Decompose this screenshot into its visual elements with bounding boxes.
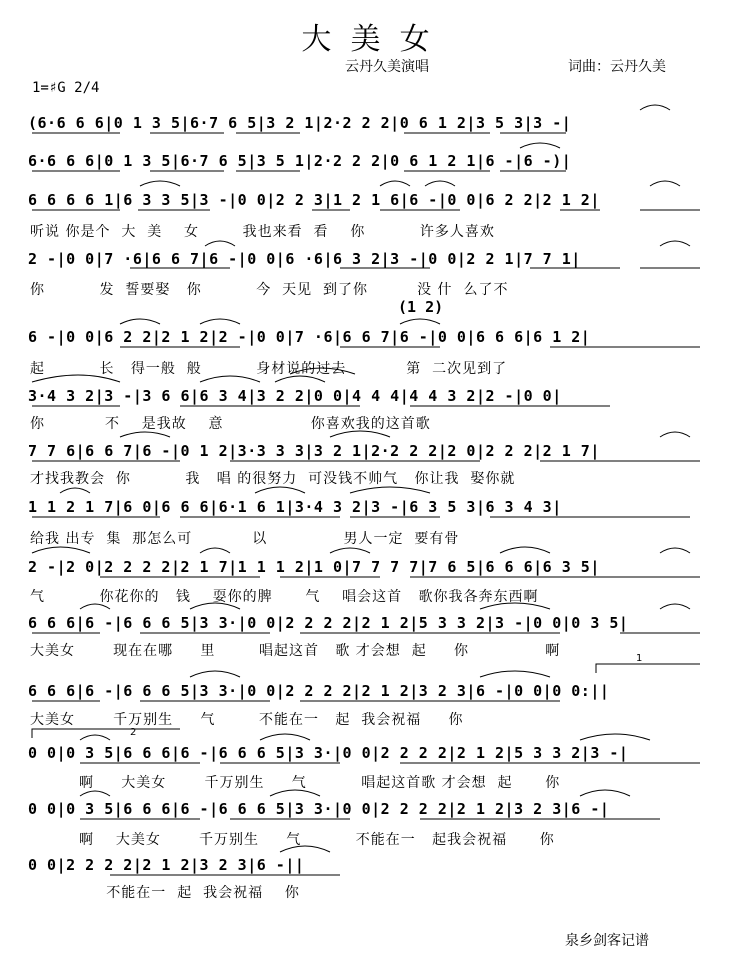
- notation-row: 6 6 6|6 -|6 6 6 5|3 3·|0 0|2 2 2 2|2 1 2|3 2 3|6 -|0 0|0 0:||: [28, 682, 610, 700]
- volta-number: 1: [636, 653, 643, 664]
- lyric-row: 不能在一 起 我会祝福 你: [30, 885, 300, 901]
- volta-bracket: [596, 664, 700, 673]
- notation-row: 6 -|0 0|6 2 2|2 1 2|2 -|0 0|7 ·6|6 6 7|6 -|0 0|6 6 6|6 1 2|: [28, 328, 591, 346]
- slur-mark: [120, 319, 440, 324]
- slur-mark: [120, 431, 690, 437]
- notation-row: 1 1 2 1 7|6 0|6 6 6|6·1 6 1|3·4 3 2|3 -|6 3 5 3|6 3 4 3|: [28, 498, 562, 516]
- slur-mark: [80, 790, 630, 796]
- song-title: 大 美 女: [301, 22, 430, 57]
- lyric-row: 听说 你是个 大 美 女 我也来看 看 你 许多人喜欢: [30, 224, 495, 240]
- lyric-row: 给我 出专 集 那怎么可 以 男人一定 要有骨: [30, 531, 460, 547]
- lyric-row: 啊 大美女 千万别生 气 唱起这首歌 才会想 起 你: [30, 775, 561, 791]
- lyric-row: 起 长 得一般 般 身材说的过去 第 二次见到了: [30, 361, 508, 377]
- slur-mark: [280, 846, 330, 852]
- volta-number: 2: [130, 727, 137, 738]
- key-signature: 1=♯G 2/4: [32, 80, 100, 96]
- notation-row: 3·4 3 2|3 -|3 6 6|6 3 4|3 2 2|0 0|4 4 4|4 4 3 2|2 -|0 0|: [28, 387, 562, 405]
- lyric-row: 啊 大美女 千万别生 气 不能在一 起我会祝福 你: [30, 832, 555, 848]
- notation-row: 2 -|2 0|2 2 2 2|2 1 7|1 1 1 2|1 0|7 7 7 7|7 6 5|6 6 6|6 3 5|: [28, 558, 600, 576]
- slur-mark: [32, 368, 355, 382]
- slur-mark: [640, 105, 670, 110]
- slur-mark: [140, 181, 680, 186]
- slur-mark: [32, 547, 690, 553]
- lyric-row: 大美女 现在在哪 里 唱起这首 歌 才会想 起 你 啊: [30, 643, 561, 659]
- slur-mark: [205, 241, 690, 246]
- slur-mark: [60, 487, 430, 493]
- notation-row: 7 7 6|6 6 7|6 -|0 1 2|3·3 3 3|3 2 1|2·2 2 2|2 0|2 2 2|2 1 7|: [28, 442, 600, 460]
- lyric-row: 才找我教会 你 我 唱 的很努力 可没钱不帅气 你让我 娶你就: [30, 471, 516, 487]
- notation-row: (6·6 6 6|0 1 3 5|6·7 6 5|3 2 1|2·2 2 2|0 6 1 2|3 5 3|3 -|: [28, 114, 572, 132]
- volta-bracket: [32, 729, 180, 738]
- slur-mark: [80, 734, 650, 740]
- alternate-notes: (1 2): [398, 298, 444, 316]
- singer-credit: 云丹久美演唱: [345, 59, 429, 75]
- slur-mark: [80, 603, 690, 609]
- notation-row: 6 6 6|6 -|6 6 6 5|3 3·|0 0|2 2 2 2|2 1 2|5 3 3 2|3 -|0 0|0 3 5|: [28, 614, 629, 632]
- notation-row: 2 -|0 0|7 ·6|6 6 7|6 -|0 0|6 ·6|6 3 2|3 -|0 0|2 2 1|7 7 1|: [28, 250, 581, 268]
- notation-row: 0 0|0 3 5|6 6 6|6 -|6 6 6 5|3 3·|0 0|2 2 2 2|2 1 2|3 2 3|6 -|: [28, 800, 610, 818]
- notation-row: 0 0|0 3 5|6 6 6|6 -|6 6 6 5|3 3·|0 0|2 2 2 2|2 1 2|5 3 3 2|3 -|: [28, 744, 629, 762]
- composer-credit: 词曲：云丹久美: [568, 59, 666, 75]
- slur-mark: [520, 143, 560, 148]
- lyric-row: 气 你花你的 钱 耍你的脾 气 唱会这首 歌你我各奔东西啊: [30, 589, 539, 605]
- slur-mark: [190, 671, 550, 677]
- transcriber-credit: 泉乡剑客记谱: [565, 933, 649, 949]
- lyric-row: 大美女 千万别生 气 不能在一 起 我会祝福 你: [30, 712, 464, 728]
- notation-row: 6·6 6 6|0 1 3 5|6·7 6 5|3 5 1|2·2 2 2|0 6 1 2 1|6 -|6 -)|: [28, 152, 572, 170]
- notation-row: 6 6 6 6 1|6 3 3 5|3 -|0 0|2 2 3|1 2 1 6|6 -|0 0|6 2 2|2 1 2|: [28, 191, 600, 209]
- lyric-row: 你 发 誓要娶 你 今 天见 到了你 没 什 么了不: [30, 282, 509, 298]
- lyric-row: 你 不 是我故 意 你喜欢我的这首歌: [30, 416, 431, 432]
- notation-row: 0 0|2 2 2 2|2 1 2|3 2 3|6 -||: [28, 856, 305, 874]
